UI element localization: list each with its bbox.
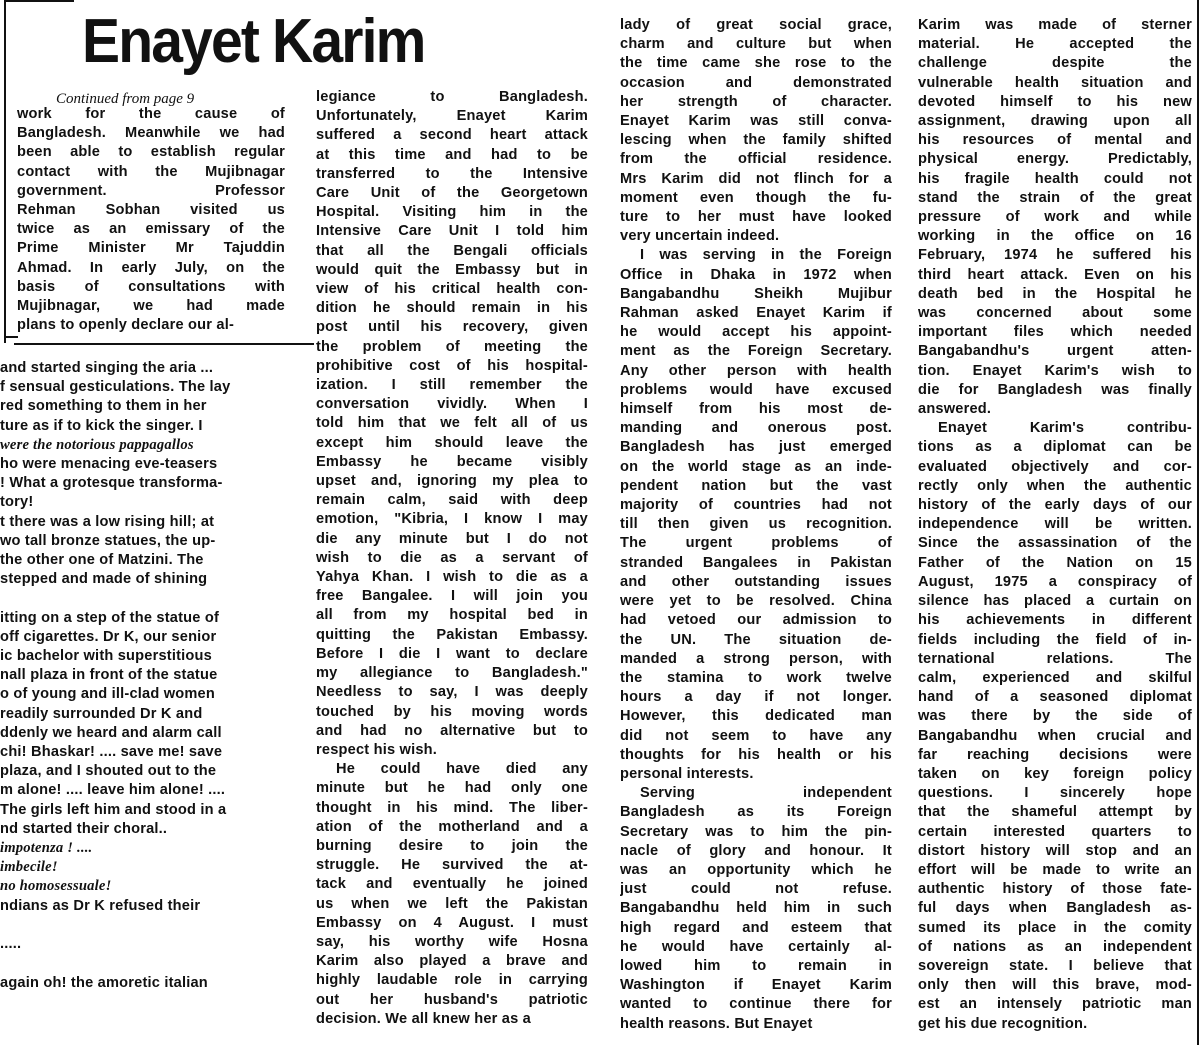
text-line: Intensive Care Unit I told him (316, 223, 588, 240)
text-line: majority of countries had not (620, 497, 892, 514)
text-line: except him should leave the (316, 434, 588, 451)
text-line: Embassy he became visibly (316, 453, 588, 470)
text-line: conversation vividly. When I (316, 396, 588, 413)
text-line: out her husband's patriotic (316, 991, 588, 1008)
text-line: Care Unit of the Georgetown (316, 185, 588, 202)
text-line: He could have died any (336, 761, 588, 778)
text-line: nd started their choral.. (0, 820, 168, 837)
text-line: ddenly we heard and alarm call (0, 724, 222, 741)
text-line: plans to openly declare our al- (17, 317, 235, 334)
text-line: Serving independent (640, 785, 892, 802)
text-line: occasion and demonstrated (620, 74, 892, 91)
text-line: nacle of glory and honour. It (620, 842, 892, 859)
text-line: The girls left him and stood in a (0, 801, 227, 818)
text-line: from the official residence. (620, 151, 892, 168)
text-line: nall plaza in front of the statue (0, 667, 218, 684)
text-line: off cigarettes. Dr K, our senior (0, 628, 217, 645)
text-line: Bangladesh. Meanwhile we had (17, 125, 285, 142)
text-line: physical energy. Predictably, (918, 151, 1192, 168)
text-line: Yahya Khan. I wish to die as a (316, 569, 588, 586)
text-line: material. He accepted the (918, 36, 1192, 53)
text-line: just could not refuse. (620, 881, 892, 898)
text-line: evaluated objectively and cor- (918, 458, 1192, 475)
text-line: work for the cause of (17, 106, 285, 122)
text-line: I was serving in the Foreign (640, 247, 892, 264)
text-line: questions. I sincerely hope (918, 785, 1192, 802)
column-2 (316, 88, 588, 1033)
text-line: Needless to say, I was deeply (316, 684, 588, 701)
text-line: touched by his moving words (316, 703, 588, 720)
text-line: red something to them in her (0, 398, 207, 415)
text-line: manding and onerous post. (620, 420, 892, 437)
text-line: charm and culture but when (620, 36, 892, 53)
text-line: death bed in the Hospital he (918, 285, 1192, 302)
text-line: wanted to continue there for (620, 996, 892, 1013)
column-3 (620, 16, 892, 1038)
text-line: Enayet Karim was still conva- (620, 113, 892, 130)
text-line: assignment, drawing upon all (918, 113, 1192, 130)
text-line: was concerned about some (918, 305, 1192, 322)
text-line: est an intensely patriotic man (918, 996, 1192, 1013)
text-line: remain calm, said with deep (316, 492, 588, 509)
text-line: free Bangalee. I will join you (316, 588, 588, 605)
text-line: moment even though the fu- (620, 189, 892, 206)
text-line: third heart attack. Even on his (918, 266, 1192, 283)
column-4 (918, 16, 1192, 1038)
text-line: devoted himself to his new (918, 93, 1192, 110)
text-line: get his due recognition. (918, 1015, 1088, 1032)
text-line: silence has placed a curtain on (918, 593, 1192, 610)
text-line: Before I die I want to declare (316, 645, 588, 662)
text-line: ho were menacing eve-teasers (0, 456, 218, 473)
text-line: history of the early days of our (918, 497, 1192, 514)
text-line: would quit the Embassy but in (316, 261, 588, 278)
text-line: thought in his mind. The liber- (316, 799, 588, 816)
text-line: ..... (0, 936, 22, 953)
text-line: wish to die as a servant of (316, 549, 588, 566)
text-line: contact with the Mujibnagar (17, 163, 285, 180)
text-line: hand of a seasoned diplomat (918, 689, 1192, 706)
text-line: Embassy on 4 August. I must (316, 914, 588, 931)
text-line: o of young and ill-clad women (0, 686, 215, 703)
text-line (0, 589, 275, 608)
text-line: die any minute but I do not (316, 530, 588, 547)
text-line: prohibitive cost of his hospital- (316, 357, 588, 374)
text-line: minute but he had only one (316, 780, 588, 797)
text-line: he would accept his appoint- (620, 324, 892, 341)
text-line: his achievements in different (918, 612, 1192, 629)
left-cropped-column (0, 359, 275, 1019)
text-line: pendent nation but the vast (620, 477, 892, 494)
text-line: chi! Bhaskar! .... save me! save (0, 744, 223, 761)
text-line: tion. Enayet Karim's wish to (918, 362, 1192, 379)
text-line: the time came she rose to the (620, 55, 892, 72)
text-line: m alone! .... leave him alone! .... (0, 782, 226, 799)
text-line: the problem of meeting the (316, 338, 588, 355)
text-line: Bangabandhu when crucial and (918, 727, 1192, 744)
box-top-border (4, 0, 74, 2)
text-line: the stamina to work twelve (620, 669, 892, 686)
text-line: Rahman asked Enayet Karim if (620, 305, 892, 322)
text-line: Prime Minister Mr Tajuddin (17, 240, 285, 257)
text-line: Enayet Karim's contribu- (938, 420, 1192, 437)
text-line: Karim was made of sterner (918, 17, 1192, 33)
text-line: ternational relations. The (918, 650, 1192, 667)
text-line: basis of consultations with (17, 278, 285, 295)
text-line: However, this dedicated man (620, 708, 892, 725)
text-line: government. Professor (17, 182, 285, 199)
text-line: high regard and esteem that (620, 919, 892, 936)
text-line: August, 1975 a conspiracy of (918, 573, 1192, 590)
text-line: of nations as an independent (918, 938, 1192, 955)
text-line: Mrs Karim did not flinch for a (620, 170, 892, 187)
text-line: effort will be made to write an (918, 861, 1192, 878)
text-line: the other one of Matzini. The (0, 552, 204, 569)
text-line: important files which needed (918, 324, 1192, 341)
text-line: her strength of character. (620, 93, 892, 110)
text-line: emotion, "Kibria, I know I may (316, 511, 588, 528)
text-line: post until his recovery, given (316, 319, 588, 336)
text-line: at this time and had to be (316, 146, 588, 163)
text-line: suffered a second heart attack (316, 127, 588, 144)
text-line: was there by the side of (918, 708, 1192, 725)
text-line: itting on a step of the statue of (0, 609, 220, 626)
text-line: tions as a diplomat can be (918, 439, 1192, 456)
text-line: imbecile! (0, 859, 58, 876)
right-edge-rule (1197, 0, 1199, 1045)
text-line: and had no alternative but to (316, 722, 588, 739)
text-line: rectly only when the authentic (918, 477, 1192, 494)
text-line: were yet to be resolved. China (620, 593, 892, 610)
text-line: readily surrounded Dr K and (0, 705, 203, 722)
text-line: tack and eventually he joined (316, 876, 588, 893)
text-line: transferred to the Intensive (316, 165, 588, 182)
text-line: fields including the field of in- (918, 631, 1192, 648)
text-line: lescing when the family shifted (620, 132, 892, 149)
text-line: that the shameful attempt by (918, 804, 1192, 821)
text-line: Father of the Nation on 15 (918, 554, 1192, 571)
text-line: lowed him to remain in (620, 957, 892, 974)
text-line: himself from his most de- (620, 401, 892, 418)
text-line: ! What a grotesque transforma- (0, 475, 223, 492)
text-line: burning desire to join the (316, 837, 588, 854)
text-line: sumed its place in the comity (918, 919, 1192, 936)
text-line: impotenza ! .... (0, 840, 93, 857)
text-line: ture as if to kick the singer. I (0, 417, 203, 434)
text-line: answered. (918, 401, 992, 418)
text-line: die for Bangladesh was finally (918, 381, 1192, 398)
text-line: ization. I still remember the (316, 377, 588, 394)
text-line: again oh! the amoretic italian (0, 974, 208, 991)
text-line: Any other person with health (620, 362, 892, 379)
text-line: plaza, and I shouted out to the (0, 763, 217, 780)
text-line: hours a day if not longer. (620, 689, 892, 706)
text-line: stand the strain of the great (918, 189, 1192, 206)
text-line: t there was a low rising hill; at (0, 513, 215, 530)
text-line: till then given us recognition. (620, 516, 892, 533)
text-line: taken on key foreign policy (918, 765, 1192, 782)
text-line: his resources of mental and (918, 132, 1192, 149)
text-line: Bangabandhu Sheikh Mujibur (620, 285, 892, 302)
text-line: personal interests. (620, 765, 754, 782)
box-left-border (4, 0, 6, 343)
text-line: ation of the motherland and a (316, 818, 588, 835)
text-line: calm, experienced and skilful (918, 669, 1192, 686)
text-line: Bangladesh as its Foreign (620, 804, 892, 821)
text-line: tory! (0, 494, 34, 511)
continued-from-note: Continued from page 9 (56, 91, 195, 107)
text-line: far reaching decisions were (918, 746, 1192, 763)
text-line: all from my hospital bed in (316, 607, 588, 624)
text-line: on the world stage as an inde- (620, 458, 892, 475)
text-line: highly laudable role in carrying (316, 972, 588, 989)
text-line: Bangabandhu held him in such (620, 900, 892, 917)
text-line: manded a strong person, with (620, 650, 892, 667)
text-line: Ahmad. In early July, on the (17, 259, 285, 276)
text-line: told him that we felt all of us (316, 415, 588, 432)
text-line: were the notorious pappagallos (0, 436, 194, 453)
text-line: health reasons. But Enayet (620, 1015, 813, 1032)
text-line: Since the assassination of the (918, 535, 1192, 552)
text-line: decision. We all knew her as a (316, 1010, 531, 1027)
text-line: dition he should remain in his (316, 300, 588, 317)
text-line: view of his critical health con- (316, 281, 588, 298)
text-line (0, 916, 275, 935)
box-bottom-left-corner (4, 336, 18, 338)
text-line: ment as the Foreign Secretary. (620, 343, 892, 360)
text-line: ndians as Dr K refused their (0, 897, 201, 914)
text-line: Bangladesh has just emerged (620, 439, 892, 456)
box-column (17, 105, 285, 341)
text-line: quitting the Pakistan Embassy. (316, 626, 588, 643)
text-line: been able to establish regular (17, 144, 285, 161)
text-line: working in the office on 16 (918, 228, 1192, 245)
text-line: legiance to Bangladesh. (316, 89, 588, 105)
text-line: pressure of work and while (918, 209, 1192, 226)
text-line: that all the Bengali officials (316, 242, 588, 259)
text-line: upset and, ignoring my plea to (316, 473, 588, 490)
text-line: lady of great social grace, (620, 17, 892, 33)
text-line: say, his worthy wife Hosna (316, 933, 588, 950)
text-line: twice as an emissary of the (17, 221, 285, 238)
text-line: my allegiance to Bangladesh." (316, 665, 588, 682)
text-line: Office in Dhaka in 1972 when (620, 266, 892, 283)
text-line: wo tall bronze statues, the up- (0, 532, 216, 549)
text-line: ture to her must have looked (620, 209, 892, 226)
text-line: us when we left the Pakistan (316, 895, 588, 912)
text-line: did not seem to have any (620, 727, 892, 744)
text-line: The urgent problems of (620, 535, 892, 552)
text-line: only then will this brave, mod- (918, 977, 1192, 994)
text-line: ful days when Bangladesh as- (918, 900, 1192, 917)
text-line: February, 1974 he suffered his (918, 247, 1192, 264)
text-line: was an opportunity which he (620, 861, 892, 878)
text-line: he would have certainly al- (620, 938, 892, 955)
text-line: Mujibnagar, we had made (17, 298, 285, 315)
text-line: Secretary was to him the pin- (620, 823, 892, 840)
text-line: problems would have excused (620, 381, 892, 398)
text-line: Unfortunately, Enayet Karim (316, 108, 588, 125)
text-line: very uncertain indeed. (620, 228, 780, 245)
text-line: f sensual gesticulations. The lay (0, 379, 231, 396)
text-line: no homosessuale! (0, 878, 112, 895)
text-line: vulnerable health situation and (918, 74, 1192, 91)
text-line: stepped and made of shining (0, 571, 208, 588)
text-line: certain interested quarters to (918, 823, 1192, 840)
text-line: distort history will stop and an (918, 842, 1192, 859)
text-line: ic bachelor with superstitious (0, 648, 212, 665)
text-line: his fragile health could not (918, 170, 1192, 187)
text-line: challenge despite the (918, 55, 1192, 72)
text-line: Bangabandhu's urgent atten- (918, 343, 1192, 360)
text-line: stranded Bangalees in Pakistan (620, 554, 892, 571)
text-line: independence will be written. (918, 516, 1192, 533)
headline: Enayet Karim (82, 7, 425, 76)
text-line: authentic history of those fate- (918, 881, 1192, 898)
text-line (0, 954, 275, 973)
text-line: struggle. He survived the at- (316, 857, 588, 874)
text-line: Washington if Enayet Karim (620, 977, 892, 994)
text-line: Rehman Sobhan visited us (17, 202, 285, 219)
text-line: thoughts for his health or his (620, 746, 892, 763)
text-line: and started singing the aria ... (0, 360, 214, 376)
text-line: sovereign state. I believe that (918, 957, 1192, 974)
text-line: had vetoed our admission to (620, 612, 892, 629)
text-line: Hospital. Visiting him in the (316, 204, 588, 221)
text-line: the UN. The situation de- (620, 631, 892, 648)
box-bottom-border (14, 343, 314, 345)
text-line: and other outstanding issues (620, 573, 892, 590)
text-line: respect his wish. (316, 741, 438, 758)
text-line: Karim also played a brave and (316, 953, 588, 970)
